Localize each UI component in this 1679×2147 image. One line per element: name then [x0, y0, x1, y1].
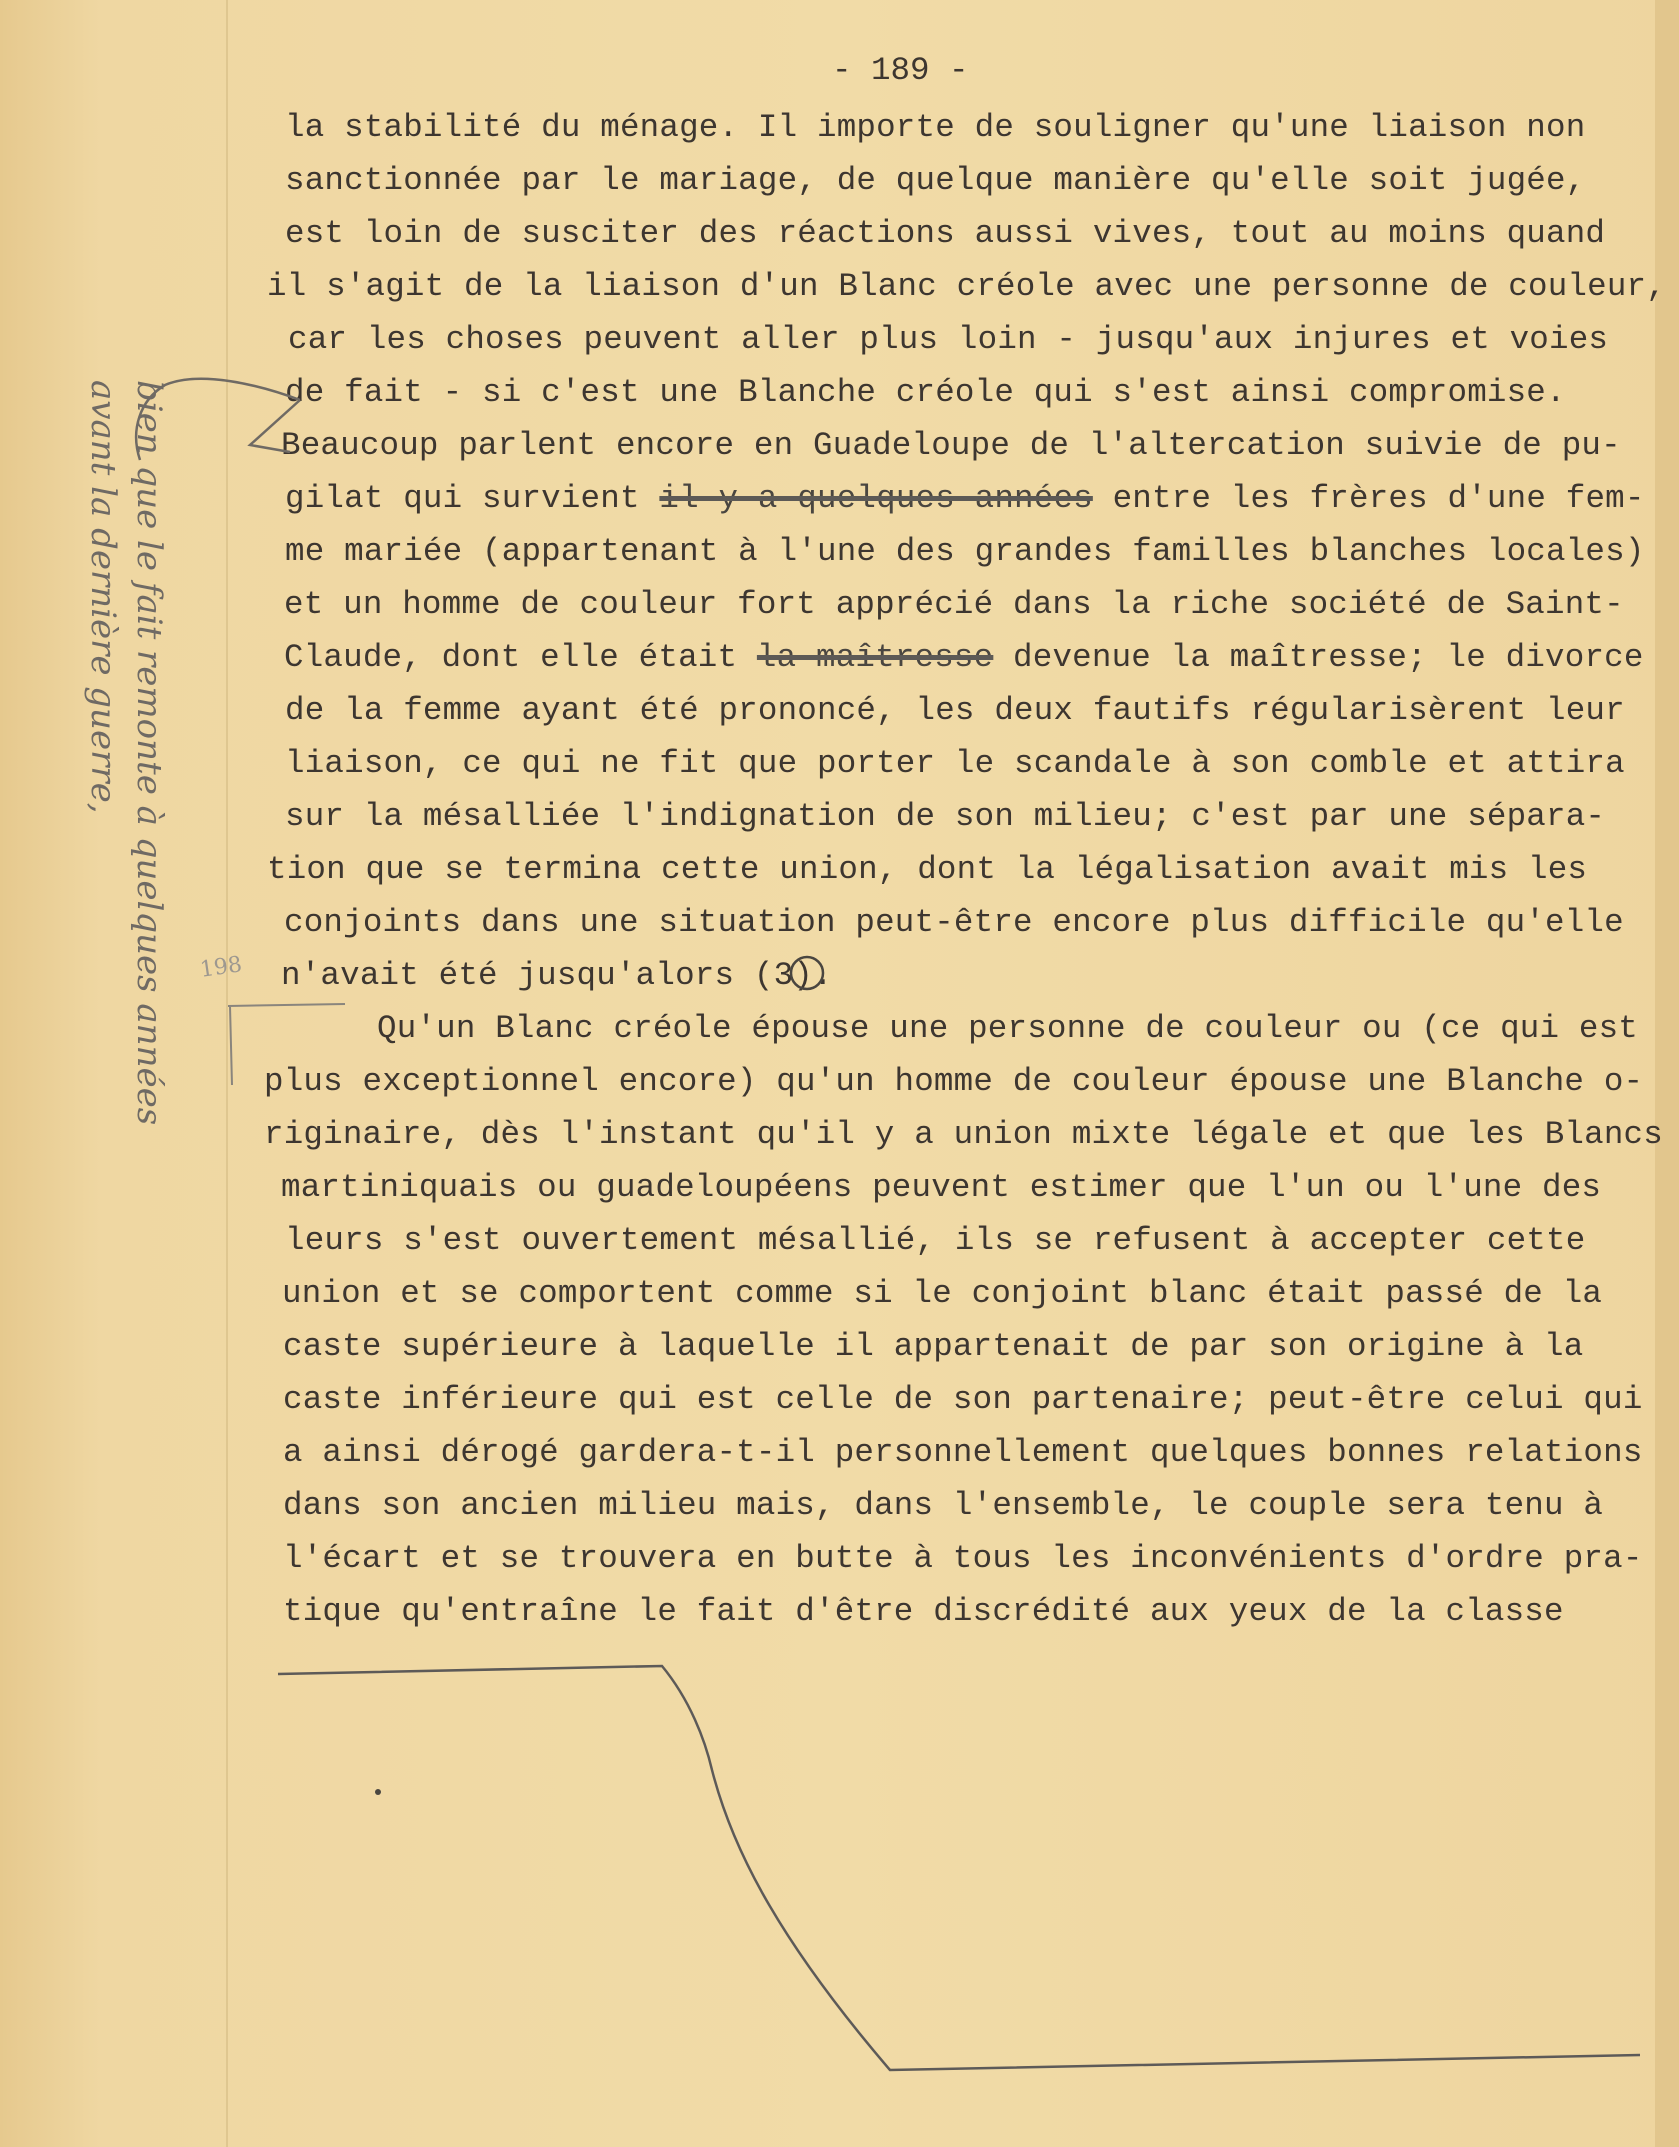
ink-dot: [375, 1789, 381, 1795]
text-line: dans son ancien milieu mais, dans l'ensemble, le couple sera tenu à: [283, 1487, 1604, 1524]
text-line: la stabilité du ménage. Il importe de souligner qu'une liaison non: [285, 109, 1586, 146]
pencil-margin-number: 198: [198, 952, 244, 983]
text-line: Qu'un Blanc créole épouse une personne de couleur ou (ce qui est: [377, 1010, 1639, 1047]
struck-out-text: il y a quelques années: [659, 480, 1093, 517]
text-line: Beaucoup parlent encore en Guadeloupe de l'altercation suivie de pu-: [281, 427, 1621, 464]
text-line: union et se comportent comme si le conjoint blanc était passé de la: [282, 1275, 1603, 1312]
text-line: liaison, ce qui ne fit que porter le scandale à son comble et attira: [285, 745, 1625, 782]
text-line: leurs s'est ouvertement mésallié, ils se refusent à accepter cette: [285, 1222, 1586, 1259]
line-segment: gilat qui survient: [285, 480, 660, 517]
text-line: a ainsi dérogé gardera-t-il personnellement quelques bonnes relations: [283, 1434, 1643, 1471]
text-line: n'avait été jusqu'alors (3).: [281, 957, 833, 994]
struck-out-text: la maîtresse: [756, 639, 994, 676]
text-line: sanctionnée par le mariage, de quelque manière qu'elle soit jugée,: [285, 162, 1586, 199]
text-line: martiniquais ou guadeloupéens peuvent estimer que l'un ou l'une des: [281, 1169, 1602, 1206]
text-line: est loin de susciter des réactions aussi vives, tout au moins quand: [285, 215, 1606, 252]
text-line: riginaire, dès l'instant qu'il y a union mixte légale et que les Blancs: [264, 1116, 1663, 1153]
insertion-mark: [136, 379, 300, 460]
text-line: et un homme de couleur fort apprécié dans la riche société de Saint-: [284, 586, 1624, 623]
text-line: l'écart et se trouvera en butte à tous les inconvénients d'ordre pra-: [283, 1540, 1643, 1577]
text-line: tique qu'entraîne le fait d'être discrédité aux yeux de la classe: [283, 1593, 1564, 1630]
text-line: caste inférieure qui est celle de son partenaire; peut-être celui qui: [283, 1381, 1643, 1418]
text-line: tion que se termina cette union, dont la légalisation avait mis les: [267, 851, 1588, 888]
footnote-circle: [791, 957, 823, 989]
handwritten-margin-note: bien que le fait remonte à quelques années avant la dernière guerre,: [83, 380, 169, 1126]
line-segment: entre les frères d'une fem-: [1092, 480, 1645, 517]
page-number: - 189 -: [832, 52, 969, 89]
text-line: de la femme ayant été prononcé, les deux fautifs régularisèrent leur: [285, 692, 1625, 729]
text-line: il s'agit de la liaison d'un Blanc créole avec une personne de couleur,: [267, 268, 1666, 305]
line-segment: devenue la maîtresse; le divorce: [993, 639, 1644, 676]
paragraph-bracket: [228, 1004, 345, 1085]
line-segment: Claude, dont elle était: [284, 639, 757, 676]
text-line: plus exceptionnel encore) qu'un homme de couleur épouse une Blanche o-: [264, 1063, 1644, 1100]
text-line: me mariée (appartenant à l'une des grandes familles blanches locales): [285, 533, 1645, 570]
text-line: de fait - si c'est une Blanche créole qui s'est ainsi compromise.: [285, 374, 1566, 411]
text-line: caste supérieure à laquelle il appartenait de par son origine à la: [283, 1328, 1584, 1365]
end-of-text-line: [278, 1666, 1640, 2070]
text-line: conjoints dans une situation peut-être encore plus difficile qu'elle: [284, 904, 1624, 941]
text-line: car les choses peuvent aller plus loin - jusqu'aux injures et voies: [288, 321, 1609, 358]
text-line: sur la mésalliée l'indignation de son milieu; c'est par une sépara-: [285, 798, 1606, 835]
